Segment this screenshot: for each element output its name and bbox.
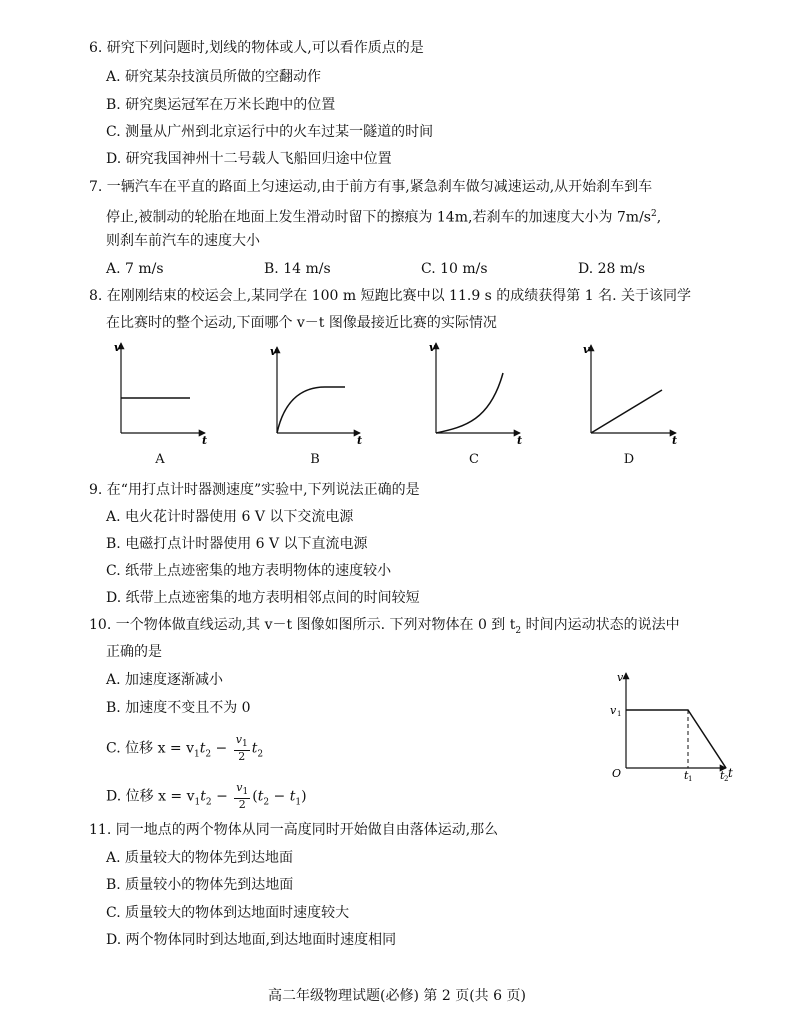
q10-vt-graph xyxy=(600,665,750,785)
q9-option-c: C. 纸带上点迹密集的地方表明物体的速度较小 xyxy=(106,563,392,579)
page-footer: 高二年级物理试题(必修) 第 2 页(共 6 页) xyxy=(268,988,526,1004)
q11-option-a: A. 质量较大的物体先到达地面 xyxy=(106,850,294,866)
graph-c-label: C xyxy=(469,452,479,467)
q10-graph-v1-sub: 1 xyxy=(617,710,622,718)
graph-a-t: t xyxy=(202,434,208,447)
q10-option-c-fraction: $\frac{v_1}{2}$ xyxy=(235,733,248,764)
q6-stem: 6. 研究下列问题时,划线的物体或人,可以看作质点的是 xyxy=(89,40,424,56)
q10-option-a: A. 加速度逐渐减小 xyxy=(106,672,224,688)
q7-line1: 7. 一辆汽车在平直的路面上匀速运动,由于前方有事,紧急刹车做匀减速运动,从开始刹车到车 xyxy=(89,179,653,195)
graph-d-v: v xyxy=(583,343,590,356)
graph-c-t: t xyxy=(517,434,523,447)
graph-a-v: v xyxy=(114,341,121,354)
q9-option-b: B. 电磁打点计时器使用 6 V 以下直流电源 xyxy=(106,536,368,552)
graph-b-t: t xyxy=(357,434,363,447)
q6-option-d: D. 研究我国神州十二号载人飞船回归途中位置 xyxy=(106,151,392,167)
q11-option-c: C. 质量较大的物体到达地面时速度较大 xyxy=(106,905,350,921)
graph-d xyxy=(583,343,677,447)
q10-graph-t1: t xyxy=(684,769,689,782)
q6-option-a: A. 研究某杂技演员所做的空翻动作 xyxy=(106,69,322,85)
q11-stem: 11. 同一地点的两个物体从同一高度同时开始做自由落体运动,那么 xyxy=(89,822,499,838)
q7-superscript: 2 xyxy=(650,209,657,219)
graph-a-label: A xyxy=(155,452,165,467)
q10-option-d: D. 位移 $x = v_1t_2$ − $\frac{v_1}{2}$ $(t_2 - t_1)$ xyxy=(106,781,307,812)
q7-line2 xyxy=(106,204,661,228)
q7-line3: 则刹车前汽车的速度大小 xyxy=(106,233,260,249)
q10-option-d-prefix: D. 位移 x = v xyxy=(106,788,195,805)
q8-graphs xyxy=(0,335,794,455)
q9-stem: 9. 在“用打点计时器测速度”实验中,下列说法正确的是 xyxy=(89,482,420,498)
graph-c-v: v xyxy=(429,341,436,354)
q10-graph-v-axis: v xyxy=(617,671,624,684)
q10-line1-sub: 2 xyxy=(515,625,522,636)
q8-line1: 8. 在刚刚结束的校运会上,某同学在 100 m 短跑比赛中以 11.9 s 的成绩获得第 1 名. 关于该同学 xyxy=(89,288,692,304)
q7-line2-text: 停止,被制动的轮胎在地面上发生滑动时留下的擦痕为 14m,若刹车的加速度大小为 7m/s xyxy=(106,209,651,226)
q7-option-b: B. 14 m/s xyxy=(264,261,331,277)
q9-option-d: D. 纸带上点迹密集的地方表明相邻点间的时间较短 xyxy=(106,590,420,606)
q10-graph-v1: v xyxy=(610,704,617,717)
q10-option-b: B. 加速度不变且不为 0 xyxy=(106,700,251,716)
q10-graph-t2: t xyxy=(720,769,725,782)
graph-b-v: v xyxy=(270,345,277,358)
q10-option-c-prefix: C. 位移 x = v xyxy=(106,740,194,757)
graph-c xyxy=(429,341,522,447)
q10-line2: 正确的是 xyxy=(106,644,162,660)
q10-option-d-fraction: $\frac{v_1}{2}$ xyxy=(236,781,249,812)
q10-line1-text: 10. 一个物体做直线运动,其 v－t 图像如图所示. 下列对物体在 0 到 t xyxy=(89,617,516,633)
q8-line2: 在比赛时的整个运动,下面哪个 v－t 图像最接近比赛的实际情况 xyxy=(106,315,497,331)
graph-d-t: t xyxy=(672,434,678,447)
q10-line1-end: 时间内运动状态的说法中 xyxy=(521,617,680,633)
q11-option-d: D. 两个物体同时到达地面,到达地面时速度相同 xyxy=(106,932,397,948)
q9-option-a: A. 电火花计时器使用 6 V 以下交流电源 xyxy=(106,509,354,525)
q7-line2-end: , xyxy=(656,209,662,226)
q7-option-d: D. 28 m/s xyxy=(578,261,646,277)
graph-b xyxy=(270,345,362,447)
graph-a xyxy=(114,341,207,447)
q10-graph-origin: O xyxy=(612,767,622,780)
graph-d-label: D xyxy=(623,452,635,467)
q10-option-c: C. 位移 $x = v_1t_2$ − $\frac{v_1}{2}$ $t_2$ xyxy=(106,733,264,764)
q10-line1 xyxy=(89,615,680,641)
graph-b-label: B xyxy=(310,452,320,467)
q6-option-b: B. 研究奥运冠军在万米长跑中的位置 xyxy=(106,97,336,113)
q11-option-b: B. 质量较小的物体先到达地面 xyxy=(106,877,294,893)
q10-graph-t-axis: t xyxy=(728,766,733,780)
q10-graph-t2-sub: 2 xyxy=(724,775,729,783)
q7-option-a: A. 7 m/s xyxy=(106,261,164,277)
q6-option-c: C. 测量从广州到北京运行中的火车过某一隧道的时间 xyxy=(106,124,434,140)
q10-graph-t1-sub: 1 xyxy=(688,775,693,783)
q7-option-c: C. 10 m/s xyxy=(421,261,488,277)
